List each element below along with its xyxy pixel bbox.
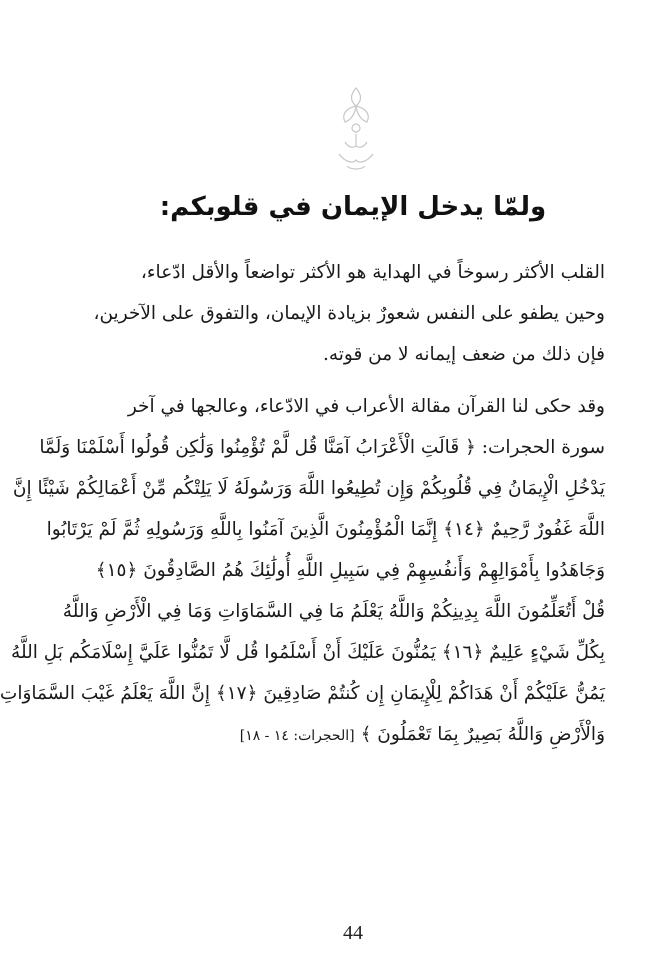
decorative-ornament-icon [325,82,387,174]
verse-line: اللَّهَ غَفُورٌ رَّحِيمٌ ﴿١٤﴾ إِنَّمَا الْمُؤْمِنُونَ الَّذِينَ آمَنُوا بِاللَّهِ وَرَسُولِهِ ثُمَّ لَمْ يَرْتَابُوا [46,519,605,540]
paragraph-line: سورة الحجرات: ﴿ قَالَتِ الْأَعْرَابُ آمَنَّا قُل لَّمْ تُؤْمِنُوا وَلَٰكِن قُولُوا أَسْلَمْنَا وَلَمَّا [39,437,605,458]
verse-line: وَجَاهَدُوا بِأَمْوَالِهِمْ وَأَنفُسِهِمْ فِي سَبِيلِ اللَّهِ أُولَٰئِكَ هُمُ الصَّادِقُونَ ﴿١٥﴾ [95,560,605,581]
verse-line-last [101,714,605,757]
section-heading: ولمّا يدخل الإيمان في قلوبكم: [159,192,547,222]
intro-paragraph [93,252,605,375]
paragraph-line: فإن ذلك من ضعف إيمانه لا من قوته. [322,344,605,365]
verse-line: يَمُنُّ عَلَيْكُمْ أَنْ هَدَاكُمْ لِلْإِيمَانِ إِن كُنتُمْ صَادِقِينَ ﴿١٧﴾ إِنَّ اللَّهَ يَعْلَمُ غَيْبَ السَّمَاوَاتِ [0,683,605,704]
verse-line: بِكُلِّ شَيْءٍ عَلِيمٌ ﴿١٦﴾ يَمُنُّونَ عَلَيْكَ أَنْ أَسْلَمُوا قُل لَّا تَمُنُّوا عَلَيَّ إِسْلَامَكُم بَلِ اللَّهُ [11,642,605,663]
page-number: 44 [343,922,363,944]
paragraph-line: القلب الأكثر رسوخاً في الهداية هو الأكثر تواضعاً والأقل ادّعاء، [140,262,605,283]
verse-line: قُلْ أَتُعَلِّمُونَ اللَّهَ بِدِينِكُمْ وَاللَّهُ يَعْلَمُ مَا فِي السَّمَاوَاتِ وَمَا فِي الْأَرْضِ وَاللَّهُ [62,601,605,622]
verse-line: يَدْخُلِ الْإِيمَانُ فِي قُلُوبِكُمْ وَإِن تُطِيعُوا اللَّهَ وَرَسُولَهُ لَا يَلِتْكُم مِّنْ أَعْمَالِكُمْ شَيْئًا إِنَّ [12,478,605,499]
verse-line-text: وَالْأَرْضِ وَاللَّهُ بَصِيرٌ بِمَا تَعْمَلُونَ ﴾ [360,724,605,745]
quran-intro-paragraph [39,386,605,468]
quran-reference: [الحجرات: ١٤ - ١٨] [239,728,355,744]
paragraph-line: وقد حكى لنا القرآن مقالة الأعراب في الادّعاء، وعالجها في آخر [127,396,605,417]
quran-verses [0,468,605,757]
paragraph-line: وحين يطفو على النفس شعورٌ بزيادة الإيمان، والتفوق على الآخرين، [93,303,605,324]
